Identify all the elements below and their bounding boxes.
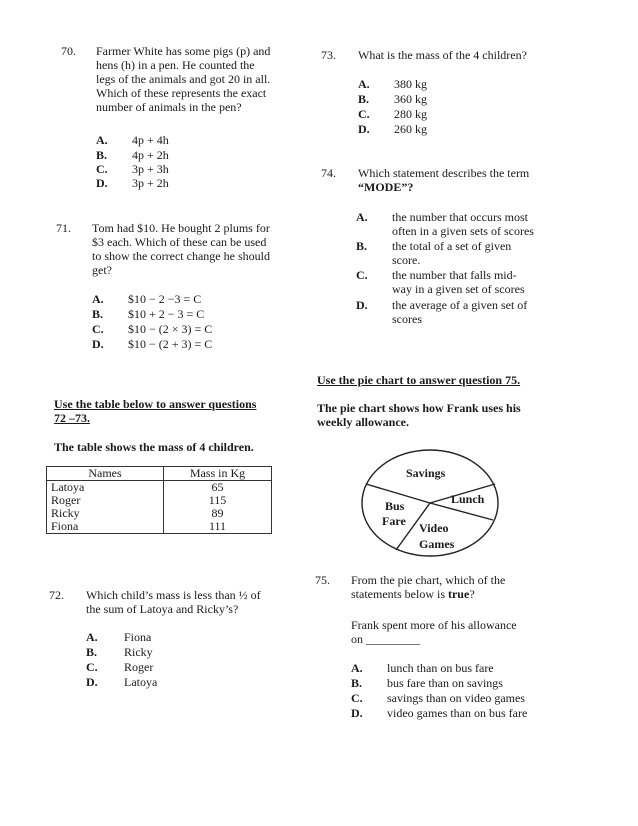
name-cell: Ricky: [47, 507, 164, 520]
question-stem: [358, 48, 527, 62]
stem-line: statements below is true?: [351, 587, 475, 601]
mass-cell: 65: [164, 481, 272, 495]
question-number: 70.: [61, 44, 76, 58]
stem-line: legs of the animals and got 20 in all.: [96, 72, 271, 86]
mass-cell: 115: [164, 494, 272, 507]
table-header-row: [47, 467, 272, 481]
pie-label-savings: Savings: [406, 466, 446, 480]
table-intro: The table shows the mass of 4 children.: [54, 440, 254, 454]
option-line: the number that falls mid-: [392, 268, 517, 282]
stem-line: “MODE”?: [358, 180, 414, 194]
option-line: the total of a set of given: [392, 239, 512, 253]
name-cell: Roger: [47, 494, 164, 507]
mass-table: [46, 466, 272, 534]
table-row: [47, 494, 272, 507]
prompt-line: Frank spent more of his allowance: [351, 618, 517, 632]
pie-intro-line1: The pie chart shows how Frank uses his: [317, 401, 521, 415]
question-prompt: [351, 618, 517, 646]
stem-line: to show the correct change he should: [92, 249, 270, 263]
mass-cell: 89: [164, 507, 272, 520]
stem-line: Farmer White has some pigs (p) and: [96, 44, 271, 58]
stem-line: get?: [92, 263, 112, 277]
table-row: [47, 481, 272, 495]
question-stem: [351, 573, 505, 601]
table-instructions-line2: 72 –73.: [54, 411, 90, 425]
question-stem: [86, 588, 261, 616]
stem-line: the sum of Latoya and Ricky’s?: [86, 602, 239, 616]
column-header-mass: Mass in Kg: [164, 467, 272, 481]
stem-line: Which of these represents the exact: [96, 86, 267, 100]
option-line: score.: [392, 253, 421, 267]
stem-line: Which child’s mass is less than ½ of: [86, 588, 261, 602]
table-instructions-line1: Use the table below to answer questions: [54, 397, 257, 411]
question-number: 72.: [49, 588, 64, 602]
option-line: way in a given set of scores: [392, 282, 525, 296]
mass-cell: 111: [164, 520, 272, 534]
question-stem: [96, 44, 270, 114]
question-number: 73.: [321, 48, 336, 62]
column-header-names: Names: [47, 467, 164, 481]
table-row: [47, 520, 272, 534]
question-stem: [358, 166, 529, 194]
pie-label-fare: Fare: [382, 514, 406, 528]
pie-label-video: Video: [419, 521, 449, 535]
prompt-line: on _________: [351, 632, 420, 646]
option-line: often in a given sets of scores: [392, 224, 534, 238]
stem-line: $3 each. Which of these can be used: [92, 235, 267, 249]
name-cell: Latoya: [47, 481, 164, 495]
stem-line: From the pie chart, which of the: [351, 573, 506, 587]
stem-line: Which statement describes the term: [358, 166, 530, 180]
pie-intro-line2: weekly allowance.: [317, 415, 409, 429]
stem-line: What is the mass of the 4 children?: [358, 48, 527, 62]
stem-line: hens (h) in a pen. He counted the: [96, 58, 255, 72]
option-line: scores: [392, 312, 422, 326]
table-row: [47, 507, 272, 520]
pie-instructions: Use the pie chart to answer question 75.: [317, 373, 521, 387]
pie-label-bus: Bus: [385, 499, 405, 513]
option-line: the average of a given set of: [392, 298, 528, 312]
question-number: 75.: [315, 573, 330, 587]
question-number: 74.: [321, 166, 336, 180]
pie-label-lunch: Lunch: [451, 492, 485, 506]
stem-line: number of animals in the pen?: [96, 100, 242, 114]
question-number: 71.: [56, 221, 71, 235]
pie-label-games: Games: [419, 537, 455, 551]
question-stem: [92, 221, 270, 277]
name-cell: Fiona: [47, 520, 164, 534]
stem-line: Tom had $10. He bought 2 plums for: [92, 221, 270, 235]
option-line: the number that occurs most: [392, 210, 528, 224]
